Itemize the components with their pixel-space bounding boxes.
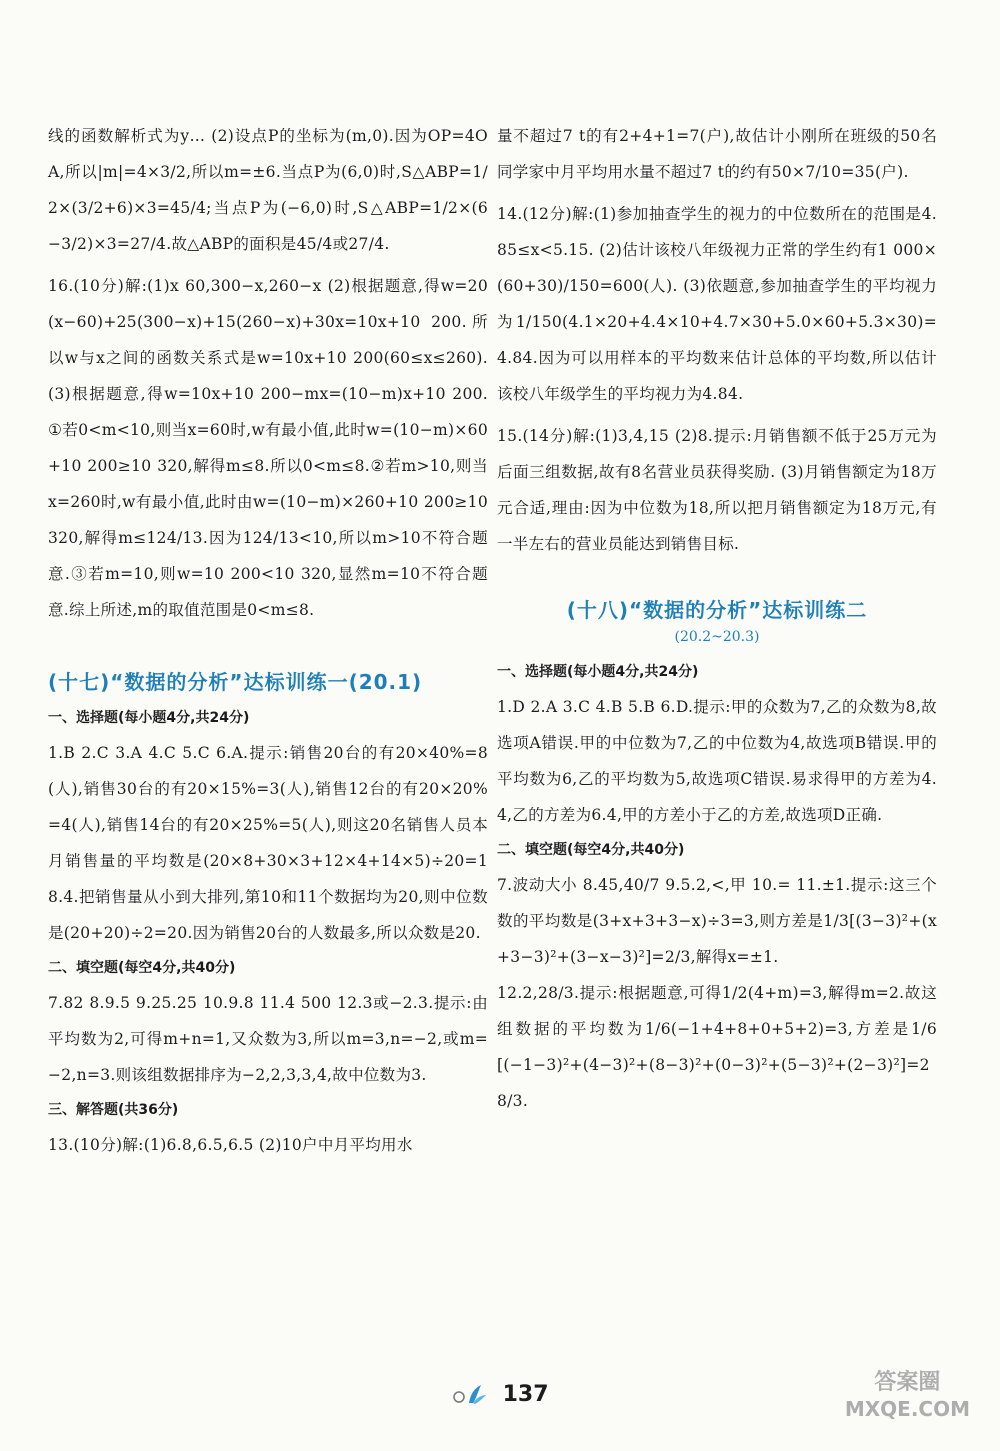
paragraph-q15: 15.(14分)解:(1)3,4,15 (2)8.提示:月销售额不低于25万元为后面三组数据,故有8名营业员获得奖励. (3)月销售额定为18万元合适,理由:因为中位数为18,所以把月销售额定为18万元,有一半左右的营业员能达到销售目标. <box>497 427 937 553</box>
site-watermark <box>845 1370 970 1422</box>
paragraph-q13: 13.(10分)解:(1)6.8,6.5,6.5 (2)10户中月平均用水 <box>48 1136 413 1154</box>
paragraph-fill-answers: 7.82 8.9.5 9.25.25 10.9.8 11.4 500 12.3或−2.3.提示:由平均数为2,可得m+n=1,又众数为3,所以m=3,n=−2,或m=−2,n=3.则该组数据排序为−2,2,3,3,4,故中位数为3. <box>48 994 488 1084</box>
page-number: 137 <box>502 1382 549 1407</box>
section-heading-18: (十八)“数据的分析”达标训练二 <box>566 598 868 622</box>
paragraph-q15-continued: 线的函数解析式为y… (2)设点P的坐标为(m,0).因为OP=4OA,所以|m|=4×3/2,所以m=±6.当点P为(6,0)时,S△ABP=1/2×(3/2+6)×3=45/4;当点P为(−6,0)时,S△ABP=1/2×(6−3/2)×3=27/4.故△ABP的面积是45/4或27/4. <box>48 127 488 253</box>
watermark-title: 答案圈 <box>874 1370 941 1395</box>
paragraph-q14: 14.(12分)解:(1)参加抽查学生的视力的中位数所在的范围是4.85≤x<5.15. (2)估计该校八年级视力正常的学生约有1 000×(60+30)/150=600(人). (3)依题意,参加抽查学生的平均视力为1/150(4.1×20+4.4×10+4.7×30+5.0×60+5.3×30)=4.84.因为可以用样本的平均数来估计总体的平均数,所以估计该校八年级学生的平均视力为4.84. <box>497 205 937 403</box>
watermark-url: MXQE.COM <box>844 1397 970 1421</box>
paragraph-choice-answers-2: 1.D 2.A 3.C 4.B 5.B 6.D.提示:甲的众数为7,乙的众数为8,故选项A错误.甲的中位数为7,乙的中位数为4,故选项B错误.甲的平均数为6,乙的平均数为5,故选项C错误.易求得甲的方差为4.4,乙的方差为6.4,甲的方差小于乙的方差,故选项D正确. <box>497 698 937 824</box>
subsection-choice-2: 一、选择题(每小题4分,共24分) <box>497 664 699 680</box>
publisher-logo-icon <box>451 1383 487 1411</box>
left-column <box>48 118 488 1163</box>
right-column <box>497 118 937 1119</box>
section-heading-18-subtitle: (20.2~20.3) <box>674 629 760 645</box>
paragraph-q12: 12.2,28/3.提示:根据题意,可得1/2(4+m)=3,解得m=2.故这组数据的平均数为1/6(−1+4+8+0+5+2)=3,方差是1/6[(−1−3)²+(4−3)²+(8−3)²+(0−3)²+(5−3)²+(2−3)²]=28/3. <box>497 984 937 1110</box>
paragraph-fill-answers-2: 7.波动大小 8.45,40/7 9.5.2,<,甲 10.= 11.±1.提示:这三个数的平均数是(3+x+3+3−x)÷3=3,则方差是1/3[(3−3)²+(x+3−3)²+(3−x−3)²]=2/3,解得x=±1. <box>497 876 937 966</box>
paragraph-q16: 16.(10分)解:(1)x 60,300−x,260−x (2)根据题意,得w=20(x−60)+25(300−x)+15(260−x)+30x=10x+10 200.所以w与x之间的函数关系式是w=10x+10 200(60≤x≤260). (3)根据题意,得w=10x+10 200−mx=(10−m)x+10 200.①若0<m<10,则当x=60时,w有最小值,此时w=(10−m)×60+10 200≥10 320,解得m≤8.所以0<m≤8.②若m>10,则当x=260时,w有最小值,此时由w=(10−m)×260+10 200≥10 320,解得m≤124/13.因为124/13<10,所以m>10不符合题意.③若m=10,则w=10 200<10 320,显然m=10不符合题意.综上所述,m的取值范围是0<m≤8. <box>48 277 488 619</box>
paragraph-choice-answers: 1.B 2.C 3.A 4.C 5.C 6.A.提示:销售20台的有20×40%=8(人),销售30台的有20×15%=3(人),销售12台的有20×20%=4(人),销售14台的有20×25%=5(人),则这20名销售人员本月销售量的平均数是(20×8+30×3+12×4+14×5)÷20=18.4.把销售量从小到大排列,第10和11个数据均为20,则中位数是(20+20)÷2=20.因为销售20台的人数最多,所以众数是20. <box>48 744 488 942</box>
paragraph-q13-continued: 量不超过7 t的有2+4+1=7(户),故估计小刚所在班级的50名同学家中月平均用水量不超过7 t的约有50×7/10=35(户). <box>497 127 937 181</box>
subsection-fill-2: 二、填空题(每空4分,共40分) <box>497 842 685 858</box>
subsection-solve: 三、解答题(共36分) <box>48 1102 179 1118</box>
subsection-fill: 二、填空题(每空4分,共40分) <box>48 960 236 976</box>
subsection-choice: 一、选择题(每小题4分,共24分) <box>48 710 250 726</box>
section-heading-17: (十七)“数据的分析”达标训练一(20.1) <box>48 670 423 694</box>
